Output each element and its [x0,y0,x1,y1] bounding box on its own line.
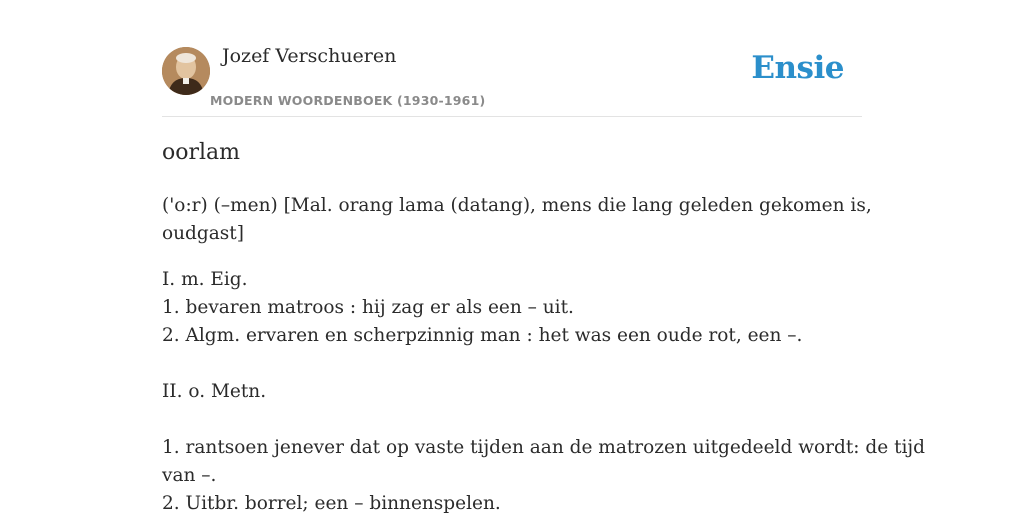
definition-line: 1. rantsoen jenever dat op vaste tijden aan de matrozen uitgedeeld wordt: de tijd [162,437,926,458]
portrait-photo-icon [162,47,210,95]
blank-line [162,406,862,434]
definition-line: van –. [162,465,217,486]
definition-line: 2. Algm. ervaren en scherpzinnig man : het was een oude rot, een –. [162,325,803,346]
definition-line: 2. Uitbr. borrel; een – binnenspelen. [162,493,501,514]
entry-header [162,0,862,117]
ensie-logo[interactable]: Ensie [751,50,844,86]
blank-line [162,350,862,378]
definition-line: 1. bevaren matroos : hij zag er als een – uit. [162,297,574,318]
entry-card [162,0,926,514]
definitions [162,266,926,518]
source-label[interactable]: MODERN WOORDENBOEK (1930-1961) [210,93,486,108]
entry-term: oorlam [162,140,241,165]
definition-line: I. m. Eig. [162,269,248,290]
etymology [162,192,872,248]
definition-line: II. o. Metn. [162,381,267,402]
author-avatar[interactable] [162,47,210,95]
etymology-line: oudgast] [162,223,244,244]
etymology-line: ('o:r) (–men) [Mal. orang lama (datang), mens die lang geleden gekomen is, [162,195,872,216]
author-name[interactable]: Jozef Verschueren [222,45,397,67]
